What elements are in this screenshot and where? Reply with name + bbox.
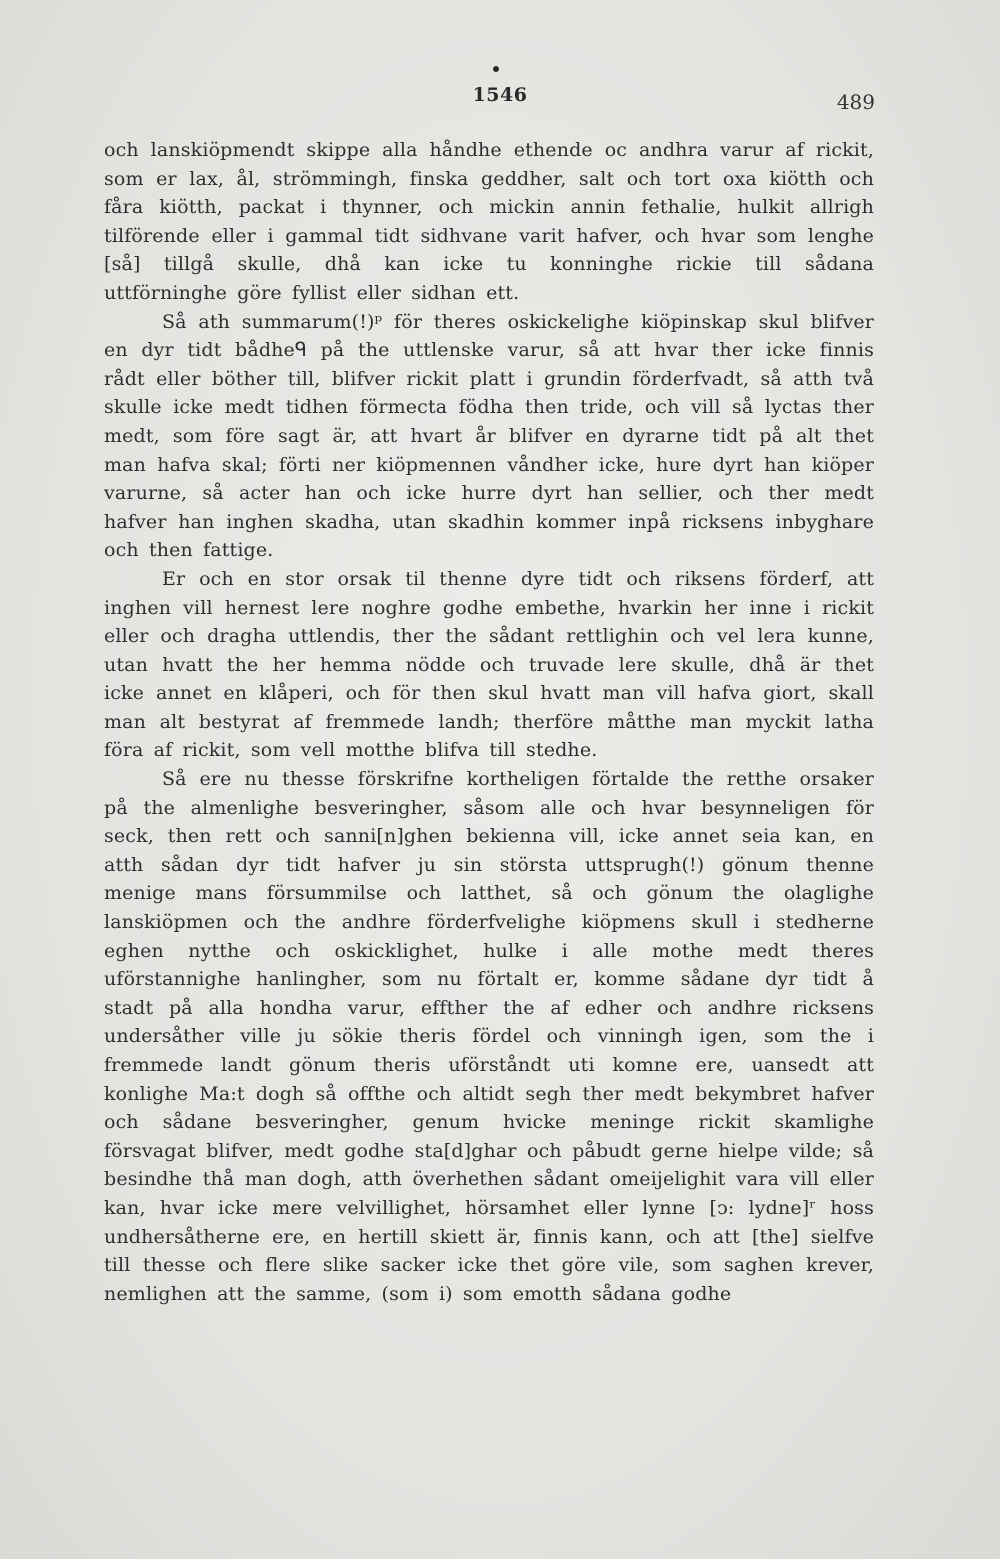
body-text	[104, 136, 874, 1308]
paragraph-1: och lanskiöpmendt skippe alla håndhe ethende oc andhra varur af rickit, som er lax, ål, strömmingh, finska geddher, salt och tort oxa kiötth och fåra kiötth, packat i thynner, och mickin annin fethalie, hulkit allrigh tilförende eller i gammal tidt sidhvane varit hafver, och hvar som lenghe [så] tillgå skulle, dhå kan icke tu konninghe rickie till sådana uttförninghe göre fyllist eller sidhan ett.	[104, 139, 874, 304]
page-number: 489	[836, 90, 875, 114]
paragraph-2: Så ath summarum(!)ᵖ för theres oskickelighe kiöpinskap skul blifver en dyr tidt bådheᑫ på the uttlenske varur, så att hvar ther icke finnis rådt eller böther till, blifver rickit platt i grundin förderfvadt, så atth två skulle icke medt tidhen förmecta födha then tride, och vill så lyctas ther medt, som före sagt är, att hvart år blifver en dyrarne tidt på alt thet man hafva skal; förti ner kiöpmennen våndher icke, hure dyrt han kiöper varurne, så acter han och icke hurre dyrt han sellier, och ther medt hafver han inghen skadha, utan skadhin kommer inpå ricksens inbyghare och then fattige.	[104, 310, 874, 562]
running-head-year: 1546	[472, 84, 528, 106]
paragraph-4: Så ere nu thesse förskrifne kortheligen förtalde the retthe orsaker på the almenlighe besveringher, såsom alle och hvar besynneligen för seck, then rett och sanni[n]ghen bekienna vill, icke annet seia kan, en atth sådan dyr tidt hafver ju sin största uttsprugh(!) gönum thenne menige mans försummilse och latthet, så och gönum the olaglighe lanskiöpmen och the andhre förderfvelighe kiöpmens skull i stedherne eghen nytthe och oskicklighet, hulke i alle mothe medt theres uförstannighe hanlingher, som nu förtalt er, komme sådane dyr tidt å stadt på alla hondha varur, effther the af edher och andhre ricksens undersåther ville ju sökie theris fördel och vinningh igen, som the i fremmede landt gönum theris uförståndt uti komne ere, uansedt att konlighe Ma:t dogh så offthe och altidt segh ther medt bekymbret hafver och sådane besveringher, genum hvicke meninge rickit skamlighe försvagat blifver, medt godhe sta[d]ghar och påbudt gerne hielpe vilde; så besindhe thå man dogh, atth överhethen sådant omeijelighit vara vill eller kan, hvar icke mere velvillighet, hörsamhet eller lynne [ↄ: lydne]ʳ hoss undhersåtherne ere, en hertill skiett är, finnis kann, och att [the] sielfve till thesse och flere slike sacker icke thet göre vile, som saghen krever, nemlighen att the samme, (som i) som emotth sådana godhe	[104, 768, 874, 1305]
paragraph-3: Er och en stor orsak til thenne dyre tidt och riksens förderf, att inghen vill hernest lere noghre godhe embethe, hvarkin her inne i rickit eller och dragha uttlendis, ther the sådant rettlighin och vel lera kunne, utan hvatt the her hemma nödde och truvade lere skulle, dhå är thet icke annet en klåperi, och för then skul hvatt man vill hafva giort, skall man alt bestyrat af fremmede landh; therföre måtthe man myckit latha föra af rickit, som vell motthe blifva till stedhe.	[104, 567, 874, 762]
header-dot	[493, 66, 499, 72]
